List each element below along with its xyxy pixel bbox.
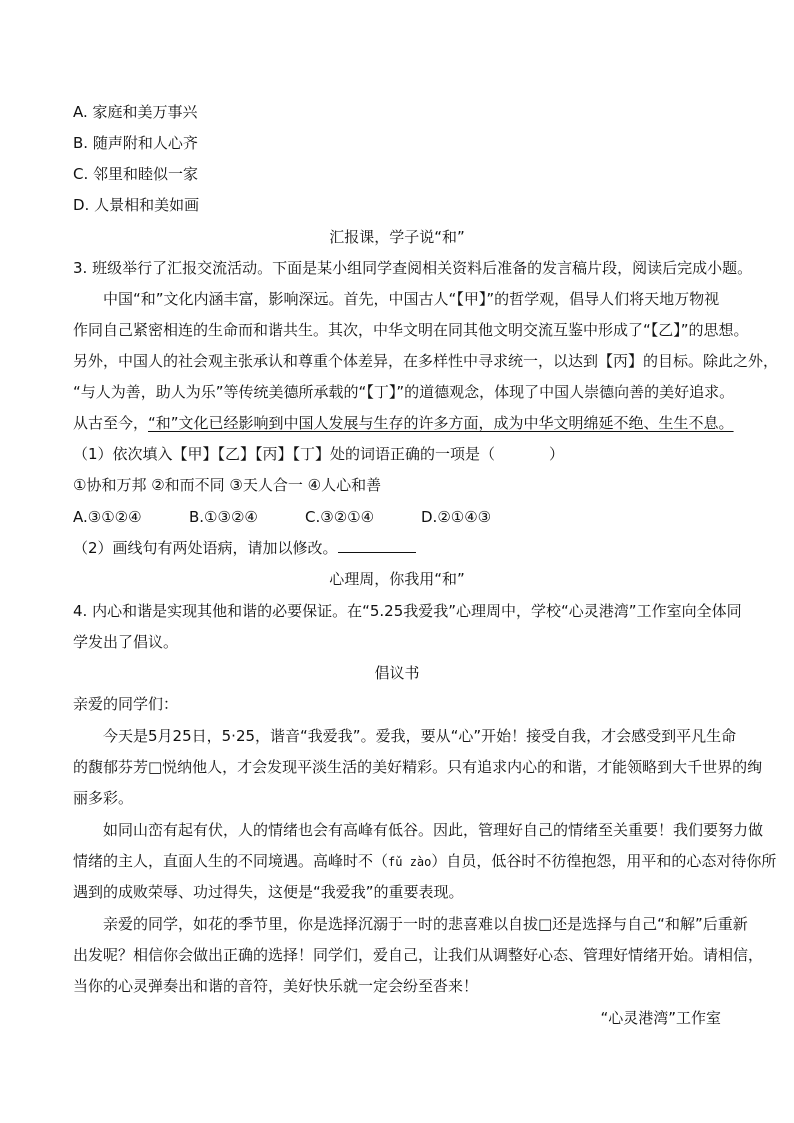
- letter-p3-line-2: 出发呢？相信你会做出正确的选择！同学们，爱自己，让我们从调整好心态、管理好情绪开始。请相信，: [73, 946, 764, 964]
- passage-line-5-plain: 从古至今，: [73, 414, 149, 432]
- pinyin-annotation: fǔ zào: [388, 855, 432, 869]
- letter-p2-line-2-pre: 情绪的主人，直面人生的不同境遇。高峰时不（: [73, 852, 389, 870]
- letter-title: 倡议书: [374, 664, 420, 682]
- sub-question-2-text: （2）画线句有两处语病，请加以修改。: [73, 539, 338, 557]
- letter-greeting: 亲爱的同学们：: [73, 695, 179, 713]
- sub-question-1-prefix: （1）依次填入【甲】【乙】【丙】【丁】处的词语正确的一项是（: [73, 445, 496, 463]
- word-choices: ①协和万邦 ②和而不同 ③天人合一 ④人心和善: [73, 476, 382, 494]
- option-b: B. 随声附和人心齐: [73, 134, 198, 152]
- question-4-stem-line-1: 4. 内心和谐是实现其他和谐的必要保证。在“5.25我爱我”心理周中，学校“心灵港湾”工作室向全体同: [73, 602, 742, 620]
- underlined-sentence: “和”文化已经影响到中国人发展与生存的许多方面，成为中华文明绵延不绝、生生不息。: [148, 414, 734, 432]
- passage-line-2: 作同自己紧密相连的生命而和谐共生。其次，中华文明在同其他文明交流互鉴中形成了“【乙】”的思想。: [73, 321, 749, 339]
- sub-question-1-suffix: ）: [549, 445, 565, 463]
- sub-question-1: [73, 444, 564, 464]
- sub-question-1-options: [73, 507, 491, 527]
- sub-question-2: [73, 538, 416, 558]
- letter-p1-line-2: 的馥郁芬芳□悦纳他人，才会发现平淡生活的美好精彩。只有追求内心的和谐，才能领略到大千世界的绚: [73, 758, 763, 776]
- letter-p1-line-1: 今天是5月25日，5·25，谐音“我爱我”。爱我，要从“心”开始！接受自我，才会感受到平凡生命: [103, 727, 737, 745]
- answer-blank[interactable]: [338, 538, 416, 553]
- letter-p3-line-1: 亲爱的同学，如花的季节里，你是选择沉溺于一时的悲喜难以自拔□还是选择与自己“和解”后重新: [103, 915, 748, 933]
- letter-p2-line-3: 遇到的成败荣辱、功过得失，这便是“我爱我”的重要表现。: [73, 883, 464, 901]
- letter-signature: “心灵港湾”工作室: [600, 1009, 721, 1027]
- choice-c: C.③②①④: [305, 508, 375, 526]
- choice-a: A.③①②④: [73, 508, 142, 526]
- option-a: A. 家庭和美万事兴: [73, 103, 198, 121]
- letter-p2-line-2: [73, 851, 776, 872]
- letter-p1-line-3: 丽多彩。: [73, 789, 134, 807]
- passage-line-5: [73, 413, 734, 433]
- letter-p3-line-3: 当你的心灵弹奏出和谐的音符，美好快乐就一定会纷至沓来！: [73, 977, 479, 995]
- passage-line-3: 另外，中国人的社会观主张承认和尊重个体差异，在多样性中寻求统一，以达到【丙】的目标。除此之外，: [73, 352, 779, 370]
- passage-line-1: 中国“和”文化内涵丰富，影响深远。首先，中国古人“【甲】”的哲学观，倡导人们将天地万物视: [103, 290, 720, 308]
- option-c: C. 邻里和睦似一家: [73, 165, 199, 183]
- section-title-huibaoke: 汇报课，学子说“和”: [329, 228, 465, 246]
- letter-p2-line-1: 如同山峦有起有伏，人的情绪也会有高峰有低谷。因此，管理好自己的情绪至关重要！我们要努力做: [103, 821, 764, 839]
- option-d: D. 人景相和美如画: [73, 196, 200, 214]
- section-title-xinlizhou: 心理周，你我用“和”: [329, 570, 465, 588]
- choice-d: D.②①④③: [421, 508, 492, 526]
- choice-b: B.①③②④: [189, 508, 258, 526]
- question-3-stem: 3. 班级举行了汇报交流活动。下面是某小组同学查阅相关资料后准备的发言稿片段，阅读后完成小题。: [73, 259, 753, 277]
- letter-p2-line-2-post: ）自员，低谷时不彷徨抱怨，用平和的心态对待你所: [431, 852, 777, 870]
- question-4-stem-line-2: 学发出了倡议。: [73, 633, 179, 651]
- passage-line-4: “与人为善，助人为乐”等传统美德所承载的“【丁】”的道德观念，体现了中国人崇德向善的美好追求。: [73, 383, 735, 401]
